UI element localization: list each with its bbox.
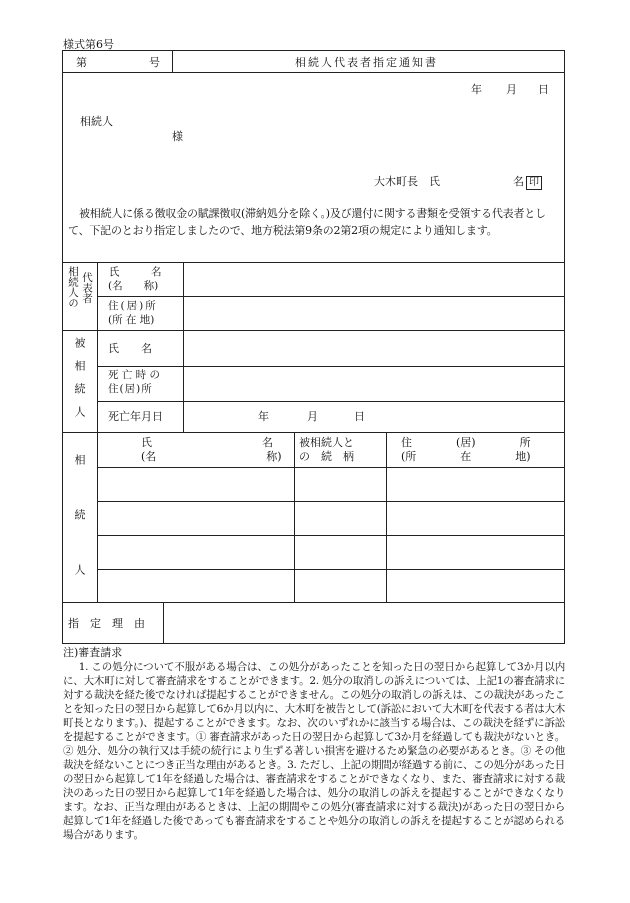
deceased-address-label-2: 住(居)所 <box>108 383 153 395</box>
heirs-section-label: 相続人 <box>73 454 86 619</box>
divider <box>97 535 565 536</box>
designation-reason-label: 指 定 理 由 <box>68 617 145 630</box>
divider <box>97 262 98 602</box>
notes-body: 1. この処分について不服がある場合は、この処分があったことを知った日の翌日から起算して3か月以内に、大木町に対して審査請求をすることができます。2. 処分の取消しの訴えについては、上記1の審査請求に対する裁決を経た後でなければ提起することができません。この処分の取消しの訴えは、この裁決があったことを知った日の翌日から起算して6か月以内に、大木町を被告として(訴訟において大木町を代表する者は大木町長となります。)、提起することができます。なお、次のいずれかに該当する場合は、この裁決を経ずに訴訟を提起することができます。① 審査請求があった日の翌日から起算して3か月を経過しても裁決がないとき。② 処分、処分の執行又は手続の続行により生ずる著しい損害を避けるため緊急の必要があるとき。③ その他裁決を経ないことにつき正当な理由があるとき。3. ただし、上記の期間が経過する前に、この処分があった日の翌日から起算して1年を経過した場合は、審査請求をすることができなくなり、また、審査請求に対する裁決のあった日の翌日から起算して1年を経過した場合は、処分の取消しの訴えを提起することができなくなります。なお、正当な理由があるときは、上記の期間やこの処分(審査請求に対する裁決)があった日の翌日から起算して1年を経過した後であっても審査請求をすることや処分の取消しの訴えを提起することが認められる場合があります。 <box>63 661 565 841</box>
divider <box>97 501 565 502</box>
date-year: 年 <box>471 83 482 96</box>
representative-label-col2: 代表者 <box>81 272 93 304</box>
death-year: 年 <box>258 410 269 423</box>
date-day: 日 <box>538 83 549 96</box>
col-address-header-sub: (所 在 地) <box>401 450 531 463</box>
divider <box>97 569 565 570</box>
deceased-address-label-1: 死 亡 時 の <box>108 369 161 381</box>
rep-name-label-sub: (名 称) <box>108 280 159 292</box>
deceased-section-label: 被相続人 <box>73 337 86 429</box>
divider <box>97 401 565 402</box>
divider <box>97 366 565 367</box>
deceased-name-label: 氏 名 <box>108 342 152 355</box>
divider <box>62 432 565 433</box>
notes-title: 注)審査請求 <box>63 646 123 659</box>
divider <box>172 50 173 72</box>
divider <box>294 432 295 602</box>
col-name-header: 氏 名 <box>141 436 273 449</box>
rep-name-label: 氏 名 <box>109 266 162 278</box>
divider <box>62 602 565 603</box>
divider <box>97 467 565 468</box>
divider <box>386 432 387 602</box>
seal-mark: 印 <box>526 176 542 190</box>
col-name-header-sub: (名 称) <box>141 450 282 463</box>
col-relation-header-sub: の 続 柄 <box>299 450 354 463</box>
document-title: 相続人代表者指定通知書 <box>295 56 438 69</box>
death-month: 月 <box>307 410 318 423</box>
divider <box>62 72 565 73</box>
number-prefix: 第 <box>76 56 87 69</box>
divider <box>62 262 565 263</box>
rep-address-label-sub: (所 在 地) <box>108 314 155 326</box>
date-month: 月 <box>506 83 517 96</box>
rep-address-label: 住(居)所 <box>108 300 158 312</box>
representative-label-col1: 相続人の <box>67 266 79 308</box>
death-day: 日 <box>354 410 365 423</box>
honorific: 様 <box>172 130 183 143</box>
col-relation-header: 被相続人と <box>299 436 354 449</box>
issuer-title: 大木町長 氏 <box>374 175 440 188</box>
issuer-name-text: 名 <box>513 175 524 188</box>
number-suffix: 号 <box>149 56 160 69</box>
addressee-label: 相続人 <box>80 115 113 128</box>
form-number: 様式第6号 <box>63 38 114 51</box>
divider <box>163 602 164 644</box>
divider <box>62 330 565 331</box>
death-date-label: 死亡年月日 <box>108 410 163 423</box>
divider <box>97 296 565 297</box>
issuer-name-label <box>513 175 542 190</box>
col-address-header: 住 (居) 所 <box>401 436 531 449</box>
divider <box>183 262 184 432</box>
notice-body: 被相続人に係る徴収金の賦課徴収(滞納処分を除く。)及び還付に関する書類を受領する代表者として、下記のとおり指定しましたので、地方税法第9条の2第2項の規定により通知します。 <box>68 207 546 237</box>
